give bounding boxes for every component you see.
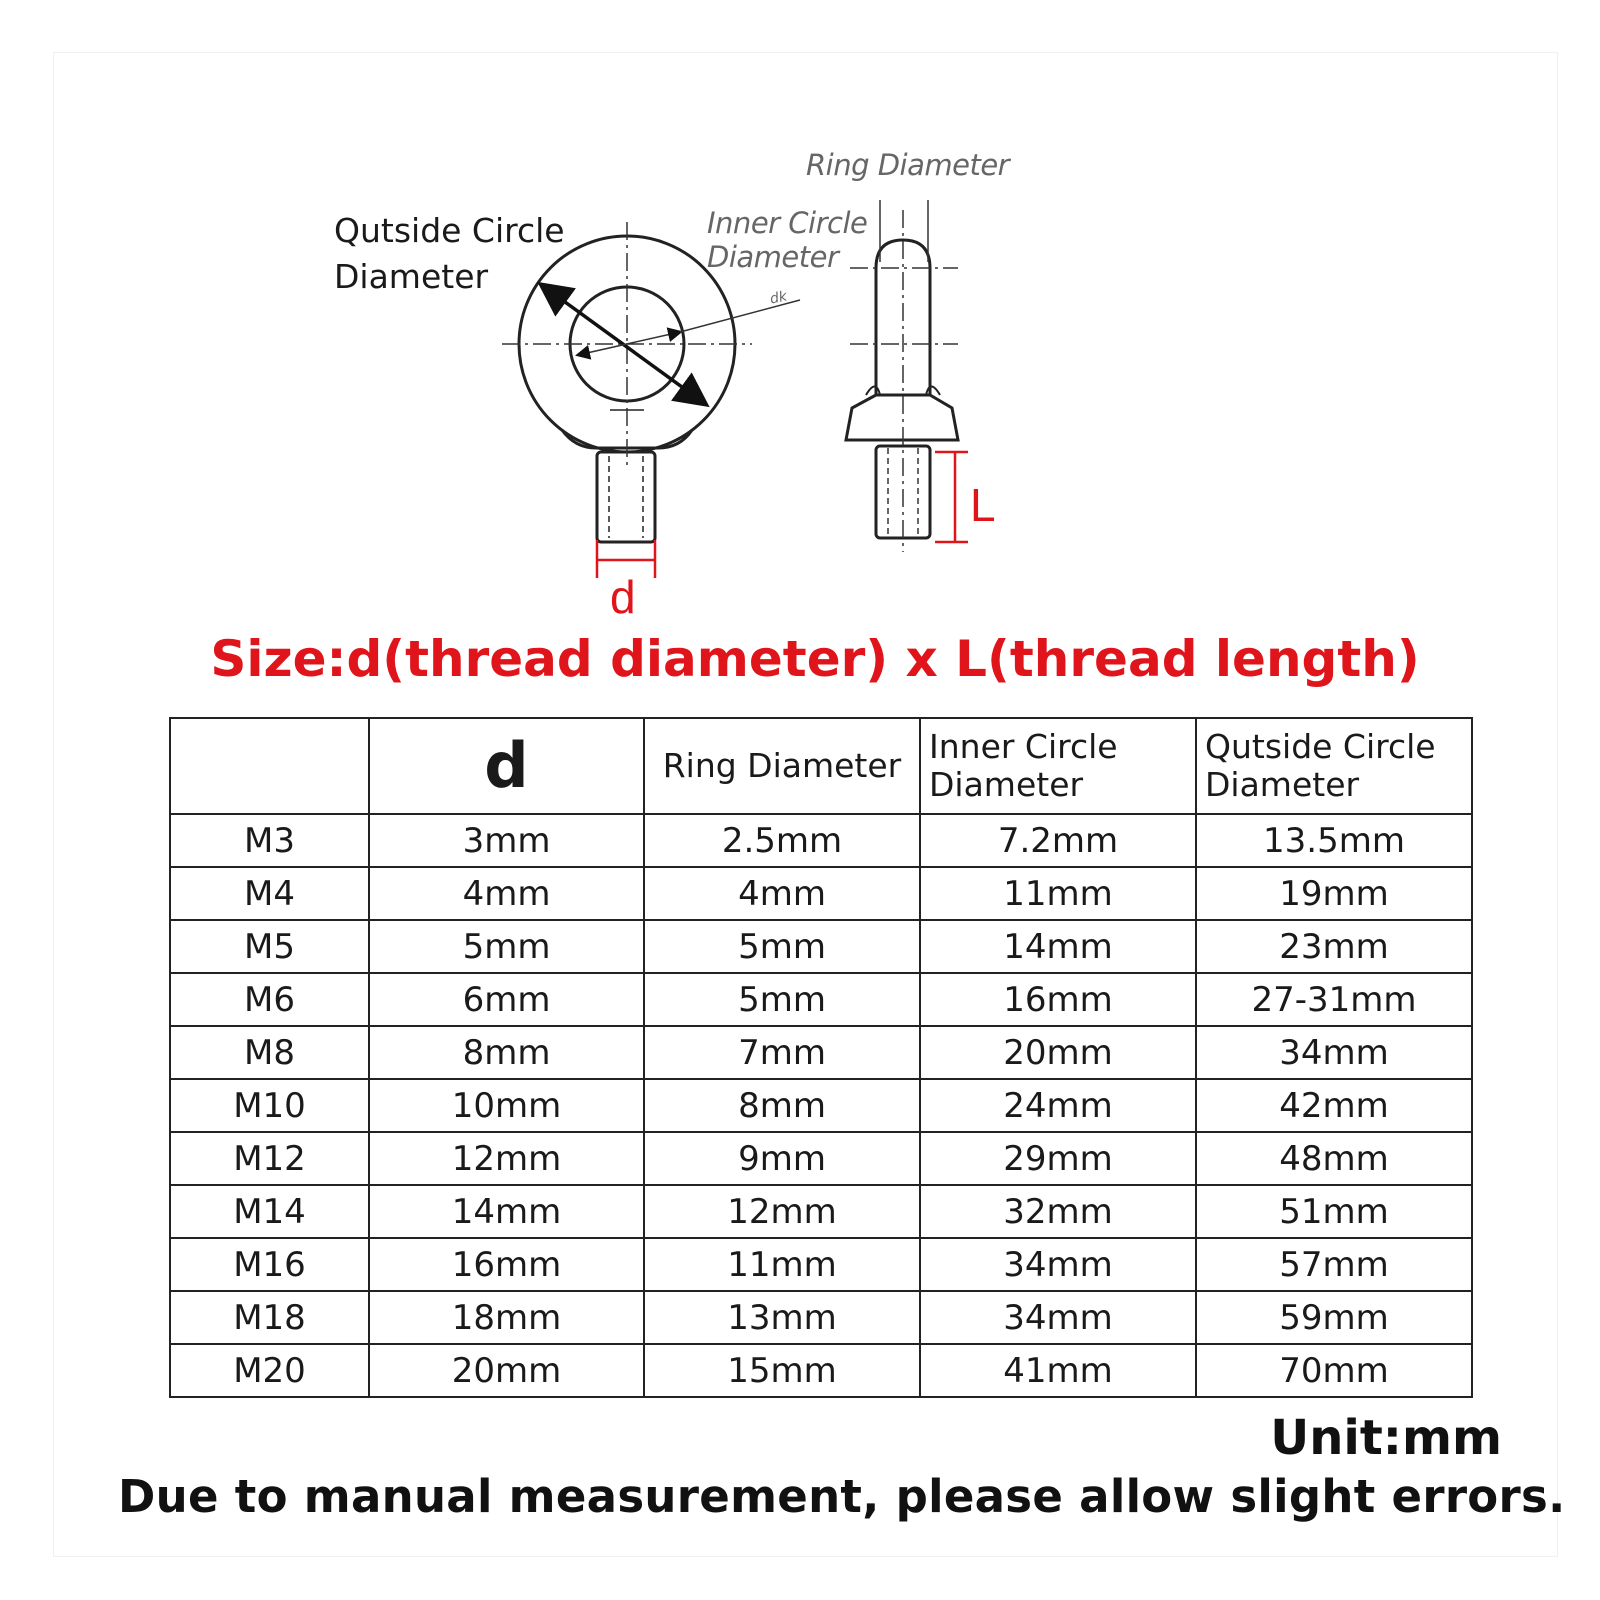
size-title: Size:d(thread diameter) x L(thread length) [210, 630, 1420, 688]
eye-bolt-drawing [0, 0, 1600, 640]
ring-diameter-label: Ring Diameter [806, 148, 1010, 182]
unit-label: Unit:mm [1270, 1410, 1502, 1466]
cell-ring-diameter: 4mm [644, 867, 920, 920]
table-row [170, 1344, 1472, 1397]
cell-d: 12mm [369, 1132, 644, 1185]
dk-label: dk [768, 288, 789, 308]
cell-inner-diameter: 32mm [920, 1185, 1196, 1238]
cell-ring-diameter: 7mm [644, 1026, 920, 1079]
measurement-note: Due to manual measurement, please allow slight errors. [118, 1470, 1566, 1523]
l-dimension [935, 452, 968, 542]
cell-outside-diameter: 57mm [1196, 1238, 1472, 1291]
cell-d: 5mm [369, 920, 644, 973]
cell-inner-diameter: 16mm [920, 973, 1196, 1026]
header-cell-ring-diameter: Ring Diameter [644, 718, 920, 814]
table-row [170, 973, 1472, 1026]
size-table [169, 717, 1473, 1398]
inner-diameter-label: Inner Circle Diameter [707, 206, 868, 274]
table-row [170, 1026, 1472, 1079]
side-view [846, 240, 958, 538]
header-cell-d: d [369, 718, 644, 814]
cell-d: 16mm [369, 1238, 644, 1291]
cell-d: 10mm [369, 1079, 644, 1132]
cell-ring-diameter: 12mm [644, 1185, 920, 1238]
cell-size: M10 [170, 1079, 369, 1132]
cell-outside-diameter: 19mm [1196, 867, 1472, 920]
table-row [170, 867, 1472, 920]
cell-ring-diameter: 13mm [644, 1291, 920, 1344]
table-row [170, 814, 1472, 867]
cell-inner-diameter: 20mm [920, 1026, 1196, 1079]
table-row [170, 1185, 1472, 1238]
cell-d: 4mm [369, 867, 644, 920]
table-row [170, 1132, 1472, 1185]
cell-inner-diameter: 14mm [920, 920, 1196, 973]
table-row [170, 920, 1472, 973]
cell-ring-diameter: 2.5mm [644, 814, 920, 867]
cell-inner-diameter: 34mm [920, 1291, 1196, 1344]
cell-ring-diameter: 5mm [644, 973, 920, 1026]
cell-outside-diameter: 23mm [1196, 920, 1472, 973]
table-row [170, 1291, 1472, 1344]
cell-outside-diameter: 27-31mm [1196, 973, 1472, 1026]
table-header-row [170, 718, 1472, 814]
cell-outside-diameter: 59mm [1196, 1291, 1472, 1344]
cell-outside-diameter: 13.5mm [1196, 814, 1472, 867]
cell-ring-diameter: 8mm [644, 1079, 920, 1132]
cell-inner-diameter: 7.2mm [920, 814, 1196, 867]
cell-d: 3mm [369, 814, 644, 867]
cell-d: 18mm [369, 1291, 644, 1344]
header-cell-inner-diameter: Inner Circle Diameter [920, 718, 1196, 814]
cell-ring-diameter: 11mm [644, 1238, 920, 1291]
cell-size: M16 [170, 1238, 369, 1291]
cell-d: 20mm [369, 1344, 644, 1397]
cell-ring-diameter: 5mm [644, 920, 920, 973]
cell-inner-diameter: 41mm [920, 1344, 1196, 1397]
cell-size: M4 [170, 867, 369, 920]
cell-outside-diameter: 42mm [1196, 1079, 1472, 1132]
cell-outside-diameter: 51mm [1196, 1185, 1472, 1238]
cell-size: M12 [170, 1132, 369, 1185]
cell-size: M20 [170, 1344, 369, 1397]
header-cell-size [170, 718, 369, 814]
cell-ring-diameter: 15mm [644, 1344, 920, 1397]
table-row [170, 1079, 1472, 1132]
cell-outside-diameter: 48mm [1196, 1132, 1472, 1185]
l-label: L [970, 479, 996, 531]
outside-diameter-label: Qutside Circle Diameter [334, 211, 565, 296]
cell-inner-diameter: 29mm [920, 1132, 1196, 1185]
d-label: d [610, 571, 636, 623]
cell-d: 14mm [369, 1185, 644, 1238]
ring-diameter-dim [880, 200, 928, 262]
cell-size: M8 [170, 1026, 369, 1079]
cell-outside-diameter: 34mm [1196, 1026, 1472, 1079]
cell-size: M5 [170, 920, 369, 973]
cell-ring-diameter: 9mm [644, 1132, 920, 1185]
cell-size: M14 [170, 1185, 369, 1238]
cell-inner-diameter: 11mm [920, 867, 1196, 920]
cell-size: M3 [170, 814, 369, 867]
cell-d: 8mm [369, 1026, 644, 1079]
cell-inner-diameter: 24mm [920, 1079, 1196, 1132]
cell-outside-diameter: 70mm [1196, 1344, 1472, 1397]
header-cell-outside-diameter: Qutside Circle Diameter [1196, 718, 1472, 814]
table-row [170, 1238, 1472, 1291]
eye-bolt-diagram [0, 0, 1600, 640]
cell-size: M18 [170, 1291, 369, 1344]
cell-d: 6mm [369, 973, 644, 1026]
cell-inner-diameter: 34mm [920, 1238, 1196, 1291]
cell-size: M6 [170, 973, 369, 1026]
